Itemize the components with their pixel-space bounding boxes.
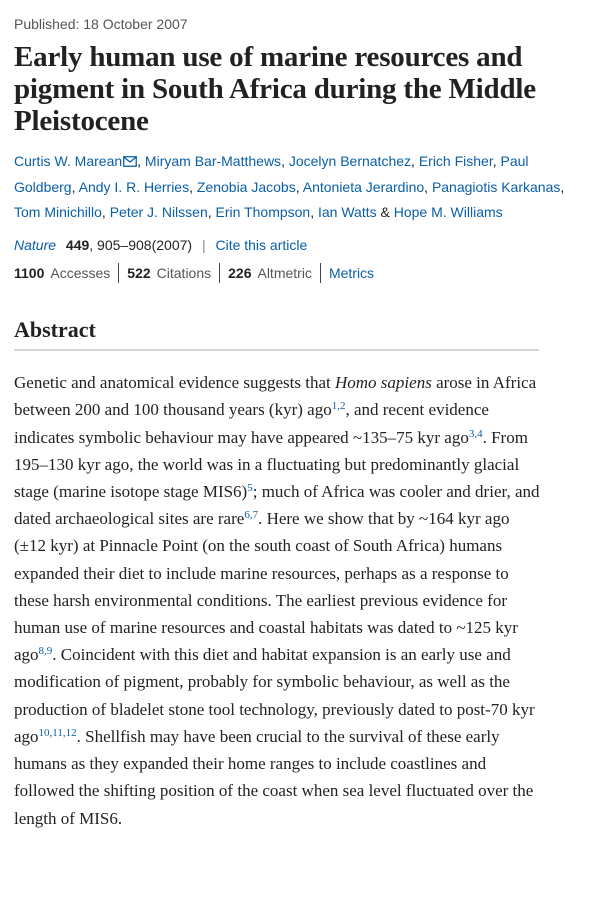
journal-volume: 449 — [65, 237, 90, 253]
abstract-segment: . Shellfish may have been crucial to the survival of these early humans as they expanded their home ranges to include coastlines and followed the shifting position of the coast when sea level fluctuated over the length of MIS6. — [14, 726, 534, 828]
article-metrics — [14, 263, 580, 283]
accesses-label: Accesses — [50, 265, 111, 281]
reference-link[interactable]: 5 — [247, 482, 253, 495]
accesses-metric — [14, 263, 119, 283]
author-link[interactable]: Ian Watts — [318, 204, 377, 220]
author-separator: , — [310, 204, 318, 220]
abstract-segment: . Coincident with this diet and habitat expansion is an early use and modification of pigment, probably for symbolic behaviour, as well as the production of bladelet stone tool technology, previously dated to post-70 kyr ago — [14, 645, 535, 746]
journal-pages: , 905–908 — [89, 237, 152, 253]
altmetric-score: 226 — [228, 265, 252, 281]
reference-superscript — [332, 400, 346, 412]
reference-superscript — [244, 509, 258, 521]
author-separator: , — [560, 179, 565, 195]
author-link[interactable]: Curtis W. Marean — [14, 153, 123, 169]
author-separator: , — [101, 204, 110, 220]
altmetric-label: Altmetric — [257, 265, 312, 281]
accesses-count: 1100 — [14, 265, 45, 281]
citations-count: 522 — [127, 265, 151, 281]
abstract-segment: arose in Africa between 200 and 100 thousand years (kyr) ago — [14, 373, 537, 420]
abstract-heading: Abstract — [14, 317, 539, 351]
abstract-segment: . From 195–130 kyr ago, the world was in a fluctuating but predominantly glacial stage (marine isotope stage MIS6) — [14, 427, 528, 502]
author-link[interactable]: Miryam Bar-Matthews — [144, 153, 282, 169]
author-link[interactable]: Jocelyn Bernatchez — [288, 153, 412, 169]
author-separator: , — [189, 179, 197, 195]
author-link[interactable]: Tom Minichillo — [14, 204, 102, 220]
metrics-link-wrap — [321, 263, 382, 283]
author-separator: , — [411, 153, 419, 169]
author-separator: , — [71, 179, 79, 195]
author-separator: , — [207, 204, 216, 220]
journal-year: (2007) — [151, 237, 193, 253]
author-link[interactable]: Antonieta Jerardino — [302, 179, 425, 195]
author-link[interactable]: Erin Thompson — [215, 204, 311, 220]
author-link[interactable]: Andy I. R. Herries — [78, 179, 190, 195]
reference-link[interactable]: 6,7 — [244, 509, 259, 522]
author-separator: , — [281, 153, 289, 169]
abstract-segment: Genetic and anatomical evidence suggests that — [14, 373, 335, 393]
reference-link[interactable]: 10,11,12 — [38, 726, 77, 739]
journal-name[interactable]: Nature — [14, 237, 57, 253]
author-separator: & — [376, 204, 394, 220]
citations-metric — [119, 263, 220, 283]
publication-date: Published: 18 October 2007 — [14, 16, 188, 32]
reference-superscript — [39, 645, 53, 657]
reference-link[interactable]: 3,4 — [468, 427, 483, 440]
reference-link[interactable]: 1,2 — [331, 400, 346, 413]
journal-citation — [14, 235, 580, 255]
article-title: Early human use of marine resources and pigment in South Africa during the Middle Pleistocene — [14, 41, 536, 137]
author-separator: , — [295, 179, 303, 195]
author-separator: , — [492, 153, 501, 169]
author-separator: , — [424, 179, 432, 195]
reference-superscript — [39, 727, 77, 739]
author-link[interactable]: Hope M. Williams — [393, 204, 503, 220]
altmetric-metric — [220, 263, 321, 283]
abstract-segment: ; much of Africa was cooler and drier, and dated archaeological sites are rare — [14, 482, 540, 529]
author-link[interactable]: Zenobia Jacobs — [196, 179, 296, 195]
author-link[interactable]: Erich Fisher — [418, 153, 493, 169]
divider: | — [201, 237, 206, 253]
reference-link[interactable]: 8,9 — [38, 645, 53, 658]
metrics-link[interactable]: Metrics — [328, 265, 375, 281]
cite-article-link[interactable]: Cite this article — [215, 237, 308, 253]
abstract-segment: , and recent evidence indicates symbolic behaviour may have appeared ~135–75 kyr ago — [14, 400, 489, 447]
author-link[interactable]: Paul Goldberg — [14, 153, 529, 195]
author-list — [14, 149, 580, 225]
reference-superscript — [469, 428, 483, 440]
author-link[interactable]: Peter J. Nilssen — [109, 204, 208, 220]
species-name: Homo sapiens — [335, 373, 432, 393]
author-separator: , — [137, 153, 145, 169]
abstract-text — [14, 369, 544, 831]
author-link[interactable]: Panagiotis Karkanas — [431, 179, 561, 195]
abstract-segment: . Here we show that by ~164 kyr ago (±12 kyr) at Pinnacle Point (on the south coast of South Africa) humans expanded their diet to include marine resources, perhaps as a response to these harsh environmental conditions. The earliest previous evidence for human use of marine resources and coastal habitats was dated to ~125 kyr ago — [14, 509, 518, 665]
mail-icon[interactable] — [123, 150, 137, 175]
citations-label: Citations — [156, 265, 212, 281]
